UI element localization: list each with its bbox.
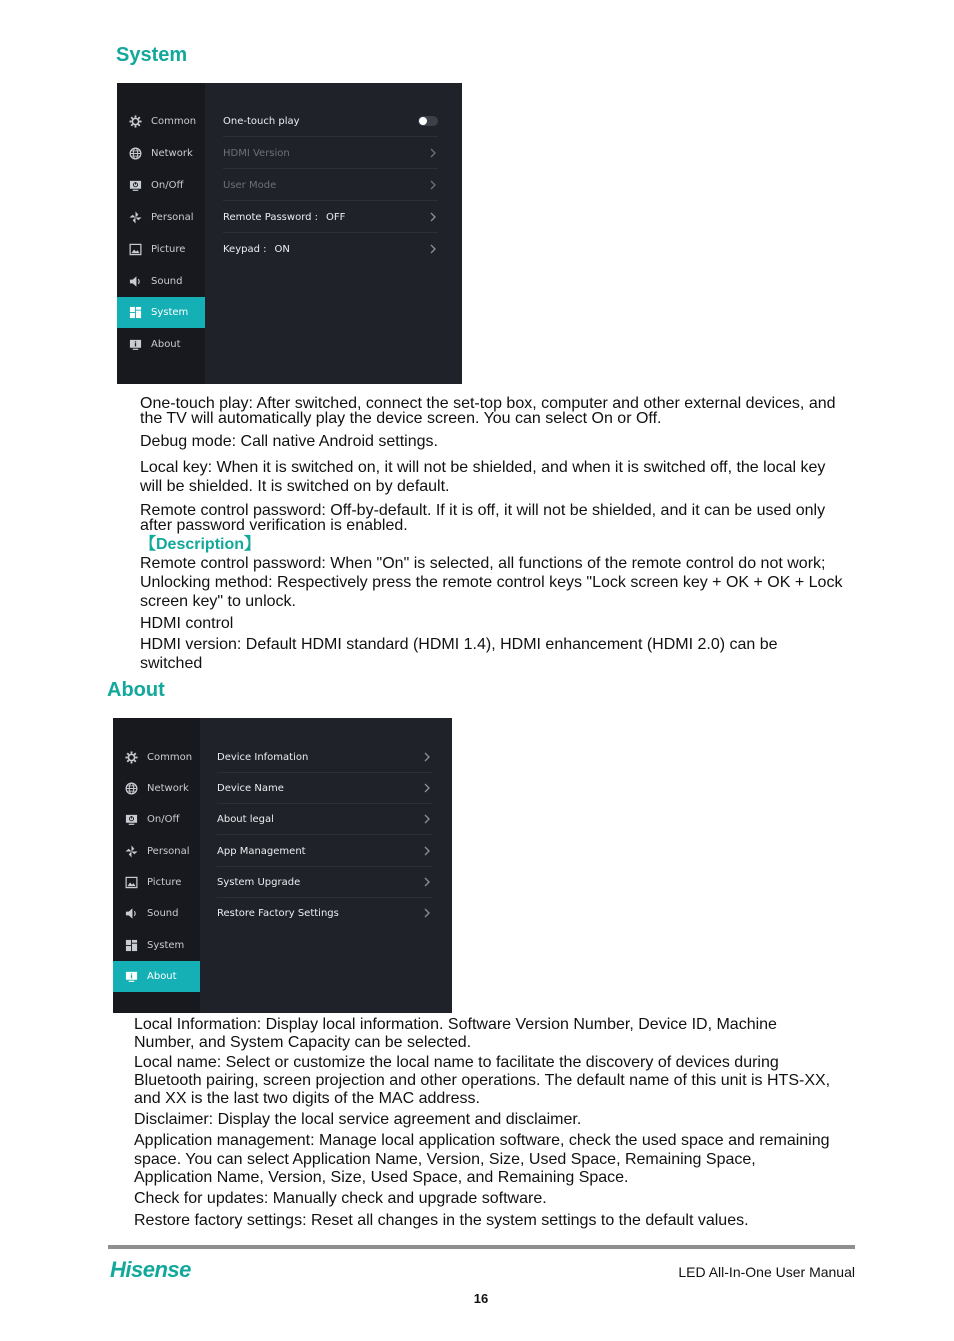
manual-title: LED All-In-One User Manual xyxy=(678,1264,855,1280)
sidebar-item-network[interactable] xyxy=(117,138,205,169)
settings-sidebar xyxy=(117,83,205,384)
paragraph-debug-mode: Debug mode: Call native Android settings. xyxy=(140,433,438,450)
sidebar-item-label: Picture xyxy=(151,244,186,255)
paragraph-local-name: Local name: Select or customize the local name to facilitate the discovery of devices during Bluetooth pairing, screen projection and other operations. The default name of this unit is HTS-XX, and XX is the last two digits of the MAC address. xyxy=(134,1054,831,1107)
monitor-info-icon xyxy=(128,338,142,352)
menu-row-label: User Mode xyxy=(223,179,277,191)
menu-row-user-mode[interactable] xyxy=(223,170,438,201)
about-settings-screen xyxy=(113,718,452,1013)
sidebar-item-label: Sound xyxy=(147,908,179,919)
sidebar-item-onoff[interactable] xyxy=(117,170,205,201)
menu-row-label: Device Name xyxy=(217,782,284,794)
keypad-value: ON xyxy=(274,244,290,255)
paragraph-local-key: Local key: When it is switched on, it will not be shielded, and when it is switched off, the local key will be shielded. It is switched on by default. xyxy=(140,459,826,495)
globe-icon xyxy=(128,147,142,161)
sidebar-item-label: About xyxy=(151,339,181,350)
paragraph-remote-password-description: Remote control password: When "On" is selected, all functions of the remote control do not work; Unlocking method: Respectively press the remote control keys "Lock screen key + OK + OK + Lock screen key" to unlock. xyxy=(140,555,843,610)
system-grid-icon xyxy=(128,306,142,320)
paragraph-remote-password: Remote control password: Off-by-default. If it is off, it will not be shielded, and it can be used only after password verification is enabled. xyxy=(140,502,826,534)
sidebar-item-label: Network xyxy=(147,783,189,794)
footer-rule xyxy=(108,1245,855,1249)
sidebar-item-picture[interactable] xyxy=(117,234,205,265)
monitor-power-icon xyxy=(124,813,138,827)
sidebar-item-sound[interactable] xyxy=(117,266,205,297)
sidebar-item-common[interactable] xyxy=(117,106,205,137)
monitor-info-icon xyxy=(124,970,138,984)
menu-row-label: System Upgrade xyxy=(217,876,301,888)
sidebar-item-common[interactable] xyxy=(113,742,200,773)
sidebar-item-onoff[interactable] xyxy=(113,804,200,835)
menu-row-device-name[interactable] xyxy=(217,773,432,804)
sidebar-item-label: Common xyxy=(147,752,193,763)
menu-row-label: Restore Factory Settings xyxy=(217,908,339,919)
paragraph-restore-factory: Restore factory settings: Reset all changes in the system settings to the default values. xyxy=(134,1212,749,1229)
speaker-icon xyxy=(128,275,142,289)
sidebar-item-personal[interactable] xyxy=(113,836,200,867)
sidebar-item-sound[interactable] xyxy=(113,898,200,929)
section-heading-about: About xyxy=(107,679,165,701)
section-heading-system: System xyxy=(116,44,188,66)
sidebar-item-picture[interactable] xyxy=(113,867,200,898)
paragraph-one-touch-play: One-touch play: After switched, connect the set-top box, computer and other external devices, and the TV will automatically play the device screen. You can select On or Off. xyxy=(140,395,836,427)
chevron-right-icon xyxy=(422,907,432,919)
page-number: 16 xyxy=(473,1291,489,1306)
menu-row-label: Remote Password : xyxy=(223,211,319,223)
sidebar-item-system[interactable] xyxy=(117,297,205,328)
remote-password-value: OFF xyxy=(326,211,346,223)
sidebar-item-label: Picture xyxy=(147,877,182,888)
chevron-right-icon xyxy=(428,243,438,255)
chevron-right-icon xyxy=(428,211,438,223)
sidebar-item-label: Personal xyxy=(151,212,194,223)
hisense-logo: Hisense xyxy=(110,1257,191,1282)
gear-icon xyxy=(124,751,138,765)
sidebar-item-about[interactable] xyxy=(113,961,200,992)
menu-row-about-legal[interactable] xyxy=(217,804,432,835)
picture-icon xyxy=(124,876,138,890)
menu-row-remote-password[interactable] xyxy=(223,202,438,233)
sidebar-item-label: Personal xyxy=(147,846,190,857)
menu-row-one-touch-play[interactable] xyxy=(223,106,438,137)
chevron-right-icon xyxy=(422,845,432,857)
menu-row-label: One-touch play xyxy=(223,115,300,127)
pinwheel-icon xyxy=(128,211,142,225)
menu-row-keypad[interactable] xyxy=(223,234,438,265)
paragraph-application-management: Application management: Manage local application software, check the used space and remaining space. You can select Application Name, Version, Size, Used Space, Remaining Space, Application Name, Version, Size, Used Space, and Remaining Space. xyxy=(134,1132,830,1186)
chevron-right-icon xyxy=(422,876,432,888)
paragraph-check-updates: Check for updates: Manually check and upgrade software. xyxy=(134,1190,547,1207)
menu-row-label: Device Infomation xyxy=(217,751,309,763)
sidebar-item-network[interactable] xyxy=(113,773,200,804)
system-grid-icon xyxy=(124,939,138,953)
paragraph-hdmi-version: HDMI version: Default HDMI standard (HDMI 1.4), HDMI enhancement (HDMI 2.0) can be switched xyxy=(140,636,778,672)
sidebar-item-system[interactable] xyxy=(113,930,200,961)
sidebar-item-label: On/Off xyxy=(147,814,180,825)
menu-row-restore-factory-settings[interactable] xyxy=(217,898,432,929)
chevron-right-icon xyxy=(422,813,432,825)
sidebar-item-personal[interactable] xyxy=(117,202,205,233)
system-settings-screen xyxy=(117,83,462,384)
monitor-power-icon xyxy=(128,179,142,193)
sidebar-item-label: Sound xyxy=(151,276,183,287)
menu-row-device-information[interactable] xyxy=(217,742,432,773)
sidebar-item-label: System xyxy=(151,307,189,318)
paragraph-local-information: Local Information: Display local information. Software Version Number, Device ID, Machine Number, and System Capacity can be selected. xyxy=(134,1016,777,1051)
menu-row-label: HDMI Version xyxy=(223,147,290,159)
menu-row-label: Keypad : xyxy=(223,244,267,255)
description-label: 【Description】 xyxy=(140,536,261,553)
menu-row-label: App Management xyxy=(217,845,306,857)
sidebar-item-label: Common xyxy=(151,116,197,127)
paragraph-disclaimer: Disclaimer: Display the local service agreement and disclaimer. xyxy=(134,1111,582,1128)
one-touch-play-toggle[interactable] xyxy=(418,116,438,126)
sidebar-item-label: Network xyxy=(151,148,193,159)
menu-row-hdmi-version[interactable] xyxy=(223,138,438,169)
paragraph-hdmi-control: HDMI control xyxy=(140,615,234,632)
chevron-right-icon xyxy=(428,147,438,159)
pinwheel-icon xyxy=(124,845,138,859)
sidebar-item-label: On/Off xyxy=(151,180,184,191)
gear-icon xyxy=(128,115,142,129)
sidebar-item-about[interactable] xyxy=(117,329,205,360)
chevron-right-icon xyxy=(422,751,432,763)
globe-icon xyxy=(124,782,138,796)
menu-row-app-management[interactable] xyxy=(217,836,432,867)
chevron-right-icon xyxy=(428,179,438,191)
settings-sidebar xyxy=(113,718,200,1013)
picture-icon xyxy=(128,243,142,257)
menu-row-system-upgrade[interactable] xyxy=(217,867,432,898)
toggle-knob xyxy=(419,117,427,125)
menu-row-label: About legal xyxy=(217,813,274,825)
chevron-right-icon xyxy=(422,782,432,794)
speaker-icon xyxy=(124,907,138,921)
sidebar-item-label: About xyxy=(147,971,177,982)
sidebar-item-label: System xyxy=(147,940,185,951)
